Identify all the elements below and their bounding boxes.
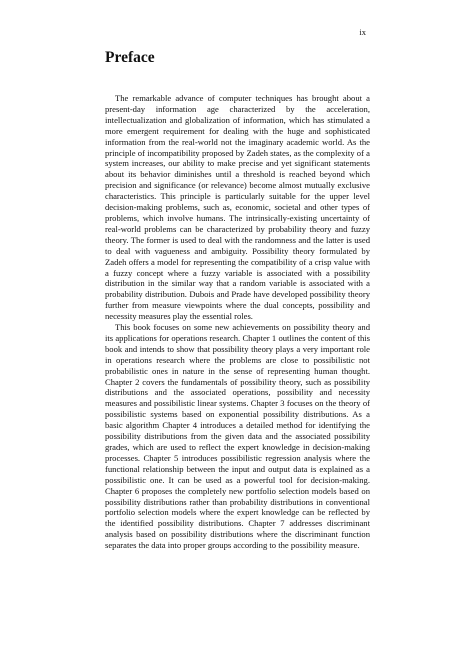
page-title: Preface bbox=[105, 49, 155, 66]
body-text bbox=[105, 93, 370, 551]
paragraph-2: This book focuses on some new achievements on possibility theory and its applications for operations research. Chapter 1 outlines the content of this book and intends to show that possibility theory plays a very important role in operations research where the problems are close to possibilistic not probabilistic ones in nature in the sense of representing human thought. Chapter 2 covers the fundamentals of possibility theory, such as possibility distributions and the associated operations, possibility and necessity measures and possibilistic linear systems. Chapter 3 focuses on the theory of possibilistic systems based on exponential possibility distributions. As a basic algorithm Chapter 4 introduces a detailed method for identifying the possibility distributions from the given data and the associated possibility grades, which are used to reflect the expert knowledge in decision-making processes. Chapter 5 introduces possibilistic regression analysis where the functional relationship between the input and output data is explained as a possibilistic one. It can be used as a powerful tool for decision-making. Chapter 6 proposes the completely new portfolio selection models based on possibility distributions rather than probability distributions in conventional portfolio selection models where the expert knowledge can be reflected by the identified possibility distributions. Chapter 7 addresses discriminant analysis based on possibility distributions where the discriminant function separates the data into proper groups according to the possibility measure. bbox=[105, 322, 370, 551]
paragraph-1: The remarkable advance of computer techniques has brought about a present-day information age characterized by the acceleration, intellectualization and globalization of information, which has stimulated a more emergent requirement for dealing with the huge and sophisticated information from the real-world not the imaginary academic world. As the principle of incompatibility proposed by Zadeh states, as the complexity of a system increases, our ability to make precise and yet significant statements about its behavior diminishes until a threshold is reached beyond which precision and significance (or relevance) become almost mutually exclusive characteristics. This principle is particularly suitable for the upper level decision-making problems, such as, economic, societal and other types of problems, which involve humans. The intrinsically-existing uncertainty of real-world problems can be characterized by probability theory and fuzzy theory. The former is used to deal with the randomness and the latter is used to deal with vagueness and ambiguity. Possibility theory formulated by Zadeh offers a model for representing the compatibility of a crisp value with a fuzzy concept where a fuzzy variable is associated with a possibility distribution in the similar way that a random variable is associated with a probability distribution. Dubois and Prade have developed possibility theory further from measure viewpoints where the dual concepts, possibility and necessity measures play the essential roles. bbox=[105, 93, 370, 322]
page-number: ix bbox=[359, 27, 366, 37]
